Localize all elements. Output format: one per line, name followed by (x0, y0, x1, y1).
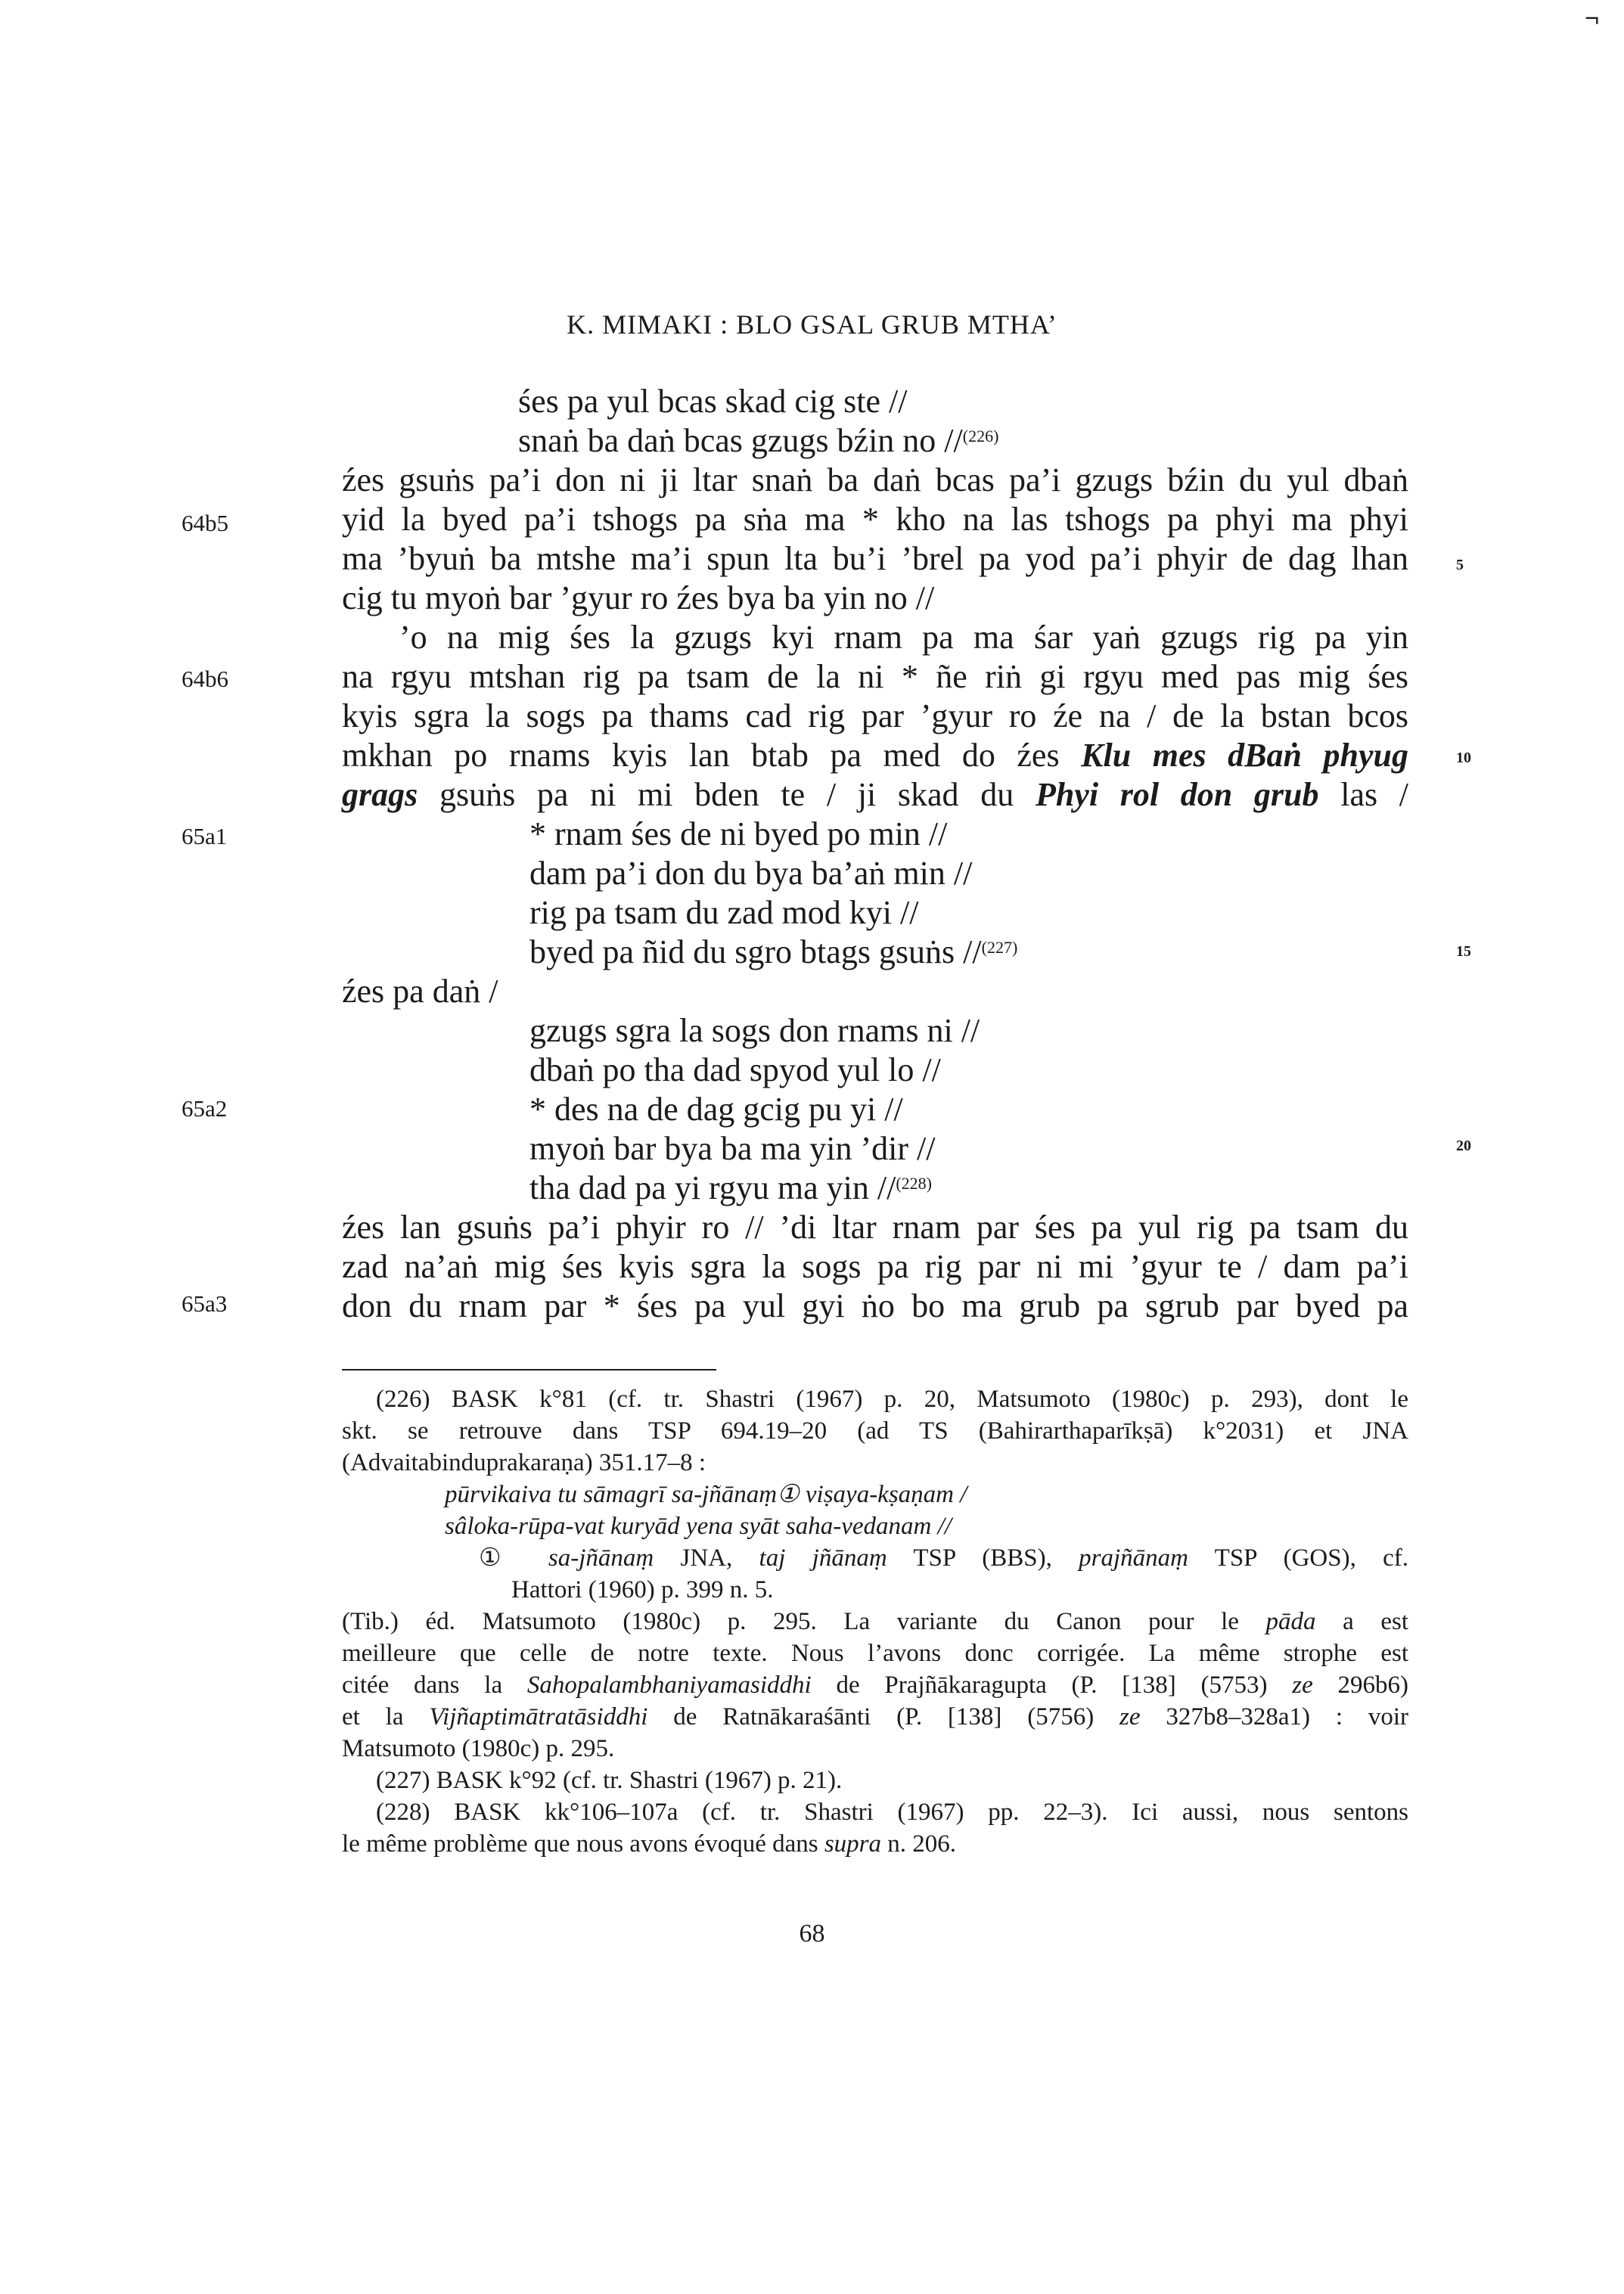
margin-ref-65a1: 65a1 (182, 823, 228, 849)
footnote-226-line-3: (Advaitabinduprakaraṇa) 351.17–8 : (342, 1449, 706, 1476)
footnote-rule (342, 1369, 716, 1371)
text-line-3: źes gsuṅs pa’i don ni ji ltar snaṅ ba daṅ bcas pa’i gzugs bźin du yul dbaṅ (342, 461, 1408, 498)
margin-ref-64b5: 64b5 (182, 510, 228, 536)
text-line-22: źes lan gsuṅs pa’i phyir ro // ’di ltar rnam par śes pa yul rig pa tsam du (342, 1209, 1408, 1246)
text-line-23: zad na’aṅ mig śes kyis sgra la sogs pa rig par ni mi ’gyur te / dam pa’i (342, 1248, 1408, 1285)
verse-line-15: byed pa ñid du sgro btags gsuṅs //$^{(227)}$ (529, 933, 1018, 970)
text-line-5: ma ’byuṅ ba mtshe ma’i spun lta bu’i ’brel pa yod pa’i phyir de dag lhan (342, 540, 1408, 577)
line-number-20: 20 (1456, 1138, 1471, 1154)
margin-ref-65a2: 65a2 (182, 1095, 228, 1122)
margin-ref-65a3: 65a3 (182, 1290, 228, 1317)
verse-line-1: śes pa yul bcas skad cig ste // (518, 383, 908, 420)
page-number: 68 (799, 1920, 825, 1948)
footnote-227: (227) BASK k°92 (cf. tr. Shastri (1967) p. 21). (376, 1767, 843, 1794)
verse-line-19: * des na de dag gcig pu yi // (529, 1091, 903, 1128)
line-number-5: 5 (1456, 557, 1464, 573)
text-line-8: na rgyu mtshan rig pa tsam de la ni * ñe riṅ gi rgyu med pas mig śes (342, 658, 1408, 695)
text-line-4: yid la byed pa’i tshogs pa sṅa ma * kho na las tshogs pa phyi ma phyi (342, 501, 1408, 538)
text-line-10: mkhan po rnams kyis lan btab pa med do źes Klu mes dBaṅ phyug (342, 737, 1409, 774)
verse-line-21: tha dad pa yi rgyu ma yin //$^{(228)}$ (529, 1169, 932, 1206)
footnote-ref-226: (226) (962, 427, 999, 445)
footnote-226-line-2: skt. se retrouve dans TSP 694.19–20 (ad TS (Bahirarthaparīkṣā) k°2031) et JNA (342, 1417, 1408, 1445)
footnote-226-line-1: (226) BASK k°81 (cf. tr. Shastri (1967) p. 20, Matsumoto (1980c) p. 293), dont le (376, 1386, 1408, 1413)
verse-line-14: rig pa tsam du zad mod kyi // (529, 894, 919, 931)
footnote-228-line-1: (228) BASK kk°106–107a (cf. tr. Shastri (1967) pp. 22–3). Ici aussi, nous sentons (376, 1799, 1408, 1826)
line-number-10: 10 (1456, 750, 1471, 766)
footnote-226-line-8: (Tib.) éd. Matsumoto (1980c) p. 295. La variante du Canon pour le pāda a est (342, 1608, 1409, 1635)
verse-line-13: dam pa’i don du bya ba’aṅ min // (529, 855, 973, 892)
footnote-226-line-12: Matsumoto (1980c) p. 295. (342, 1735, 615, 1762)
text-line-6: cig tu myoṅ bar ’gyur ro źes bya ba yin no // (342, 579, 935, 616)
footnote-226-line-9: meilleure que celle de notre texte. Nous l’avons donc corrigée. La même strophe est (342, 1640, 1408, 1667)
work-title: Phyi rol don grub (1035, 776, 1319, 813)
verse-line-18: dbaṅ po tha dad spyod yul lo // (529, 1051, 941, 1088)
verse-line-2: snaṅ ba daṅ bcas gzugs bźin no //$^{(226)}$ (518, 422, 999, 459)
variant-note-line-2: Hattori (1960) p. 399 n. 5. (511, 1576, 774, 1603)
footnote-228-line-2: le même problème que nous avons évoqué dans supra n. 206. (342, 1830, 957, 1858)
verse-line-20: myoṅ bar bya ba ma yin ’dir // (529, 1130, 936, 1167)
text-line-7: ’o na mig śes la gzugs kyi rnam pa ma śar yaṅ gzugs rig pa yin (399, 619, 1408, 656)
text-line-16: źes pa daṅ / (342, 973, 498, 1010)
corner-mark: ¬ (1585, 5, 1600, 33)
footnote-ref-227: (227) (981, 938, 1018, 957)
text-line-24: don du rnam par * śes pa yul gyi ṅo bo ma grub pa sgrub par byed pa (342, 1287, 1408, 1324)
author-name: Klu mes dBaṅ phyug (1081, 737, 1409, 774)
margin-ref-64b6: 64b6 (182, 666, 228, 692)
text-line-11: grags gsuṅs pa ni mi bden te / ji skad du Phyi rol don grub las / (342, 776, 1409, 813)
footnote-ref-228: (228) (896, 1174, 932, 1193)
sanskrit-verse-2: sâloka-rūpa-vat kuryād yena syāt saha-vedanam // (445, 1513, 952, 1540)
sanskrit-verse-1: pūrvikaiva tu sāmagrī sa-jñānaṃ① viṣaya-kṣaṇam / (445, 1481, 967, 1508)
running-header: K. MIMAKI : BLO GSAL GRUB MTHA’ (567, 309, 1057, 340)
footnote-226-line-10: citée dans la Sahopalambhaniyamasiddhi de Prajñākaragupta (P. [138] (5753) ze 296b6) (342, 1672, 1408, 1699)
verse-line-17: gzugs sgra la sogs don rnams ni // (529, 1012, 980, 1049)
footnote-226-line-11: et la Vijñaptimātratāsiddhi de Ratnākaraśānti (P. [138] (5756) ze 327b8–328a1) : voir (342, 1703, 1409, 1731)
text-line-9: kyis sgra la sogs pa thams cad rig par ’gyur ro źe na / de la bstan bcos (342, 697, 1408, 734)
variant-note-line-1: ① sa-jñānaṃ JNA, taj jñānaṃ TSP (BBS), prajñānaṃ TSP (GOS), cf. (479, 1544, 1408, 1572)
verse-line-12: * rnam śes de ni byed po min // (529, 815, 948, 852)
line-number-15: 15 (1456, 943, 1471, 960)
